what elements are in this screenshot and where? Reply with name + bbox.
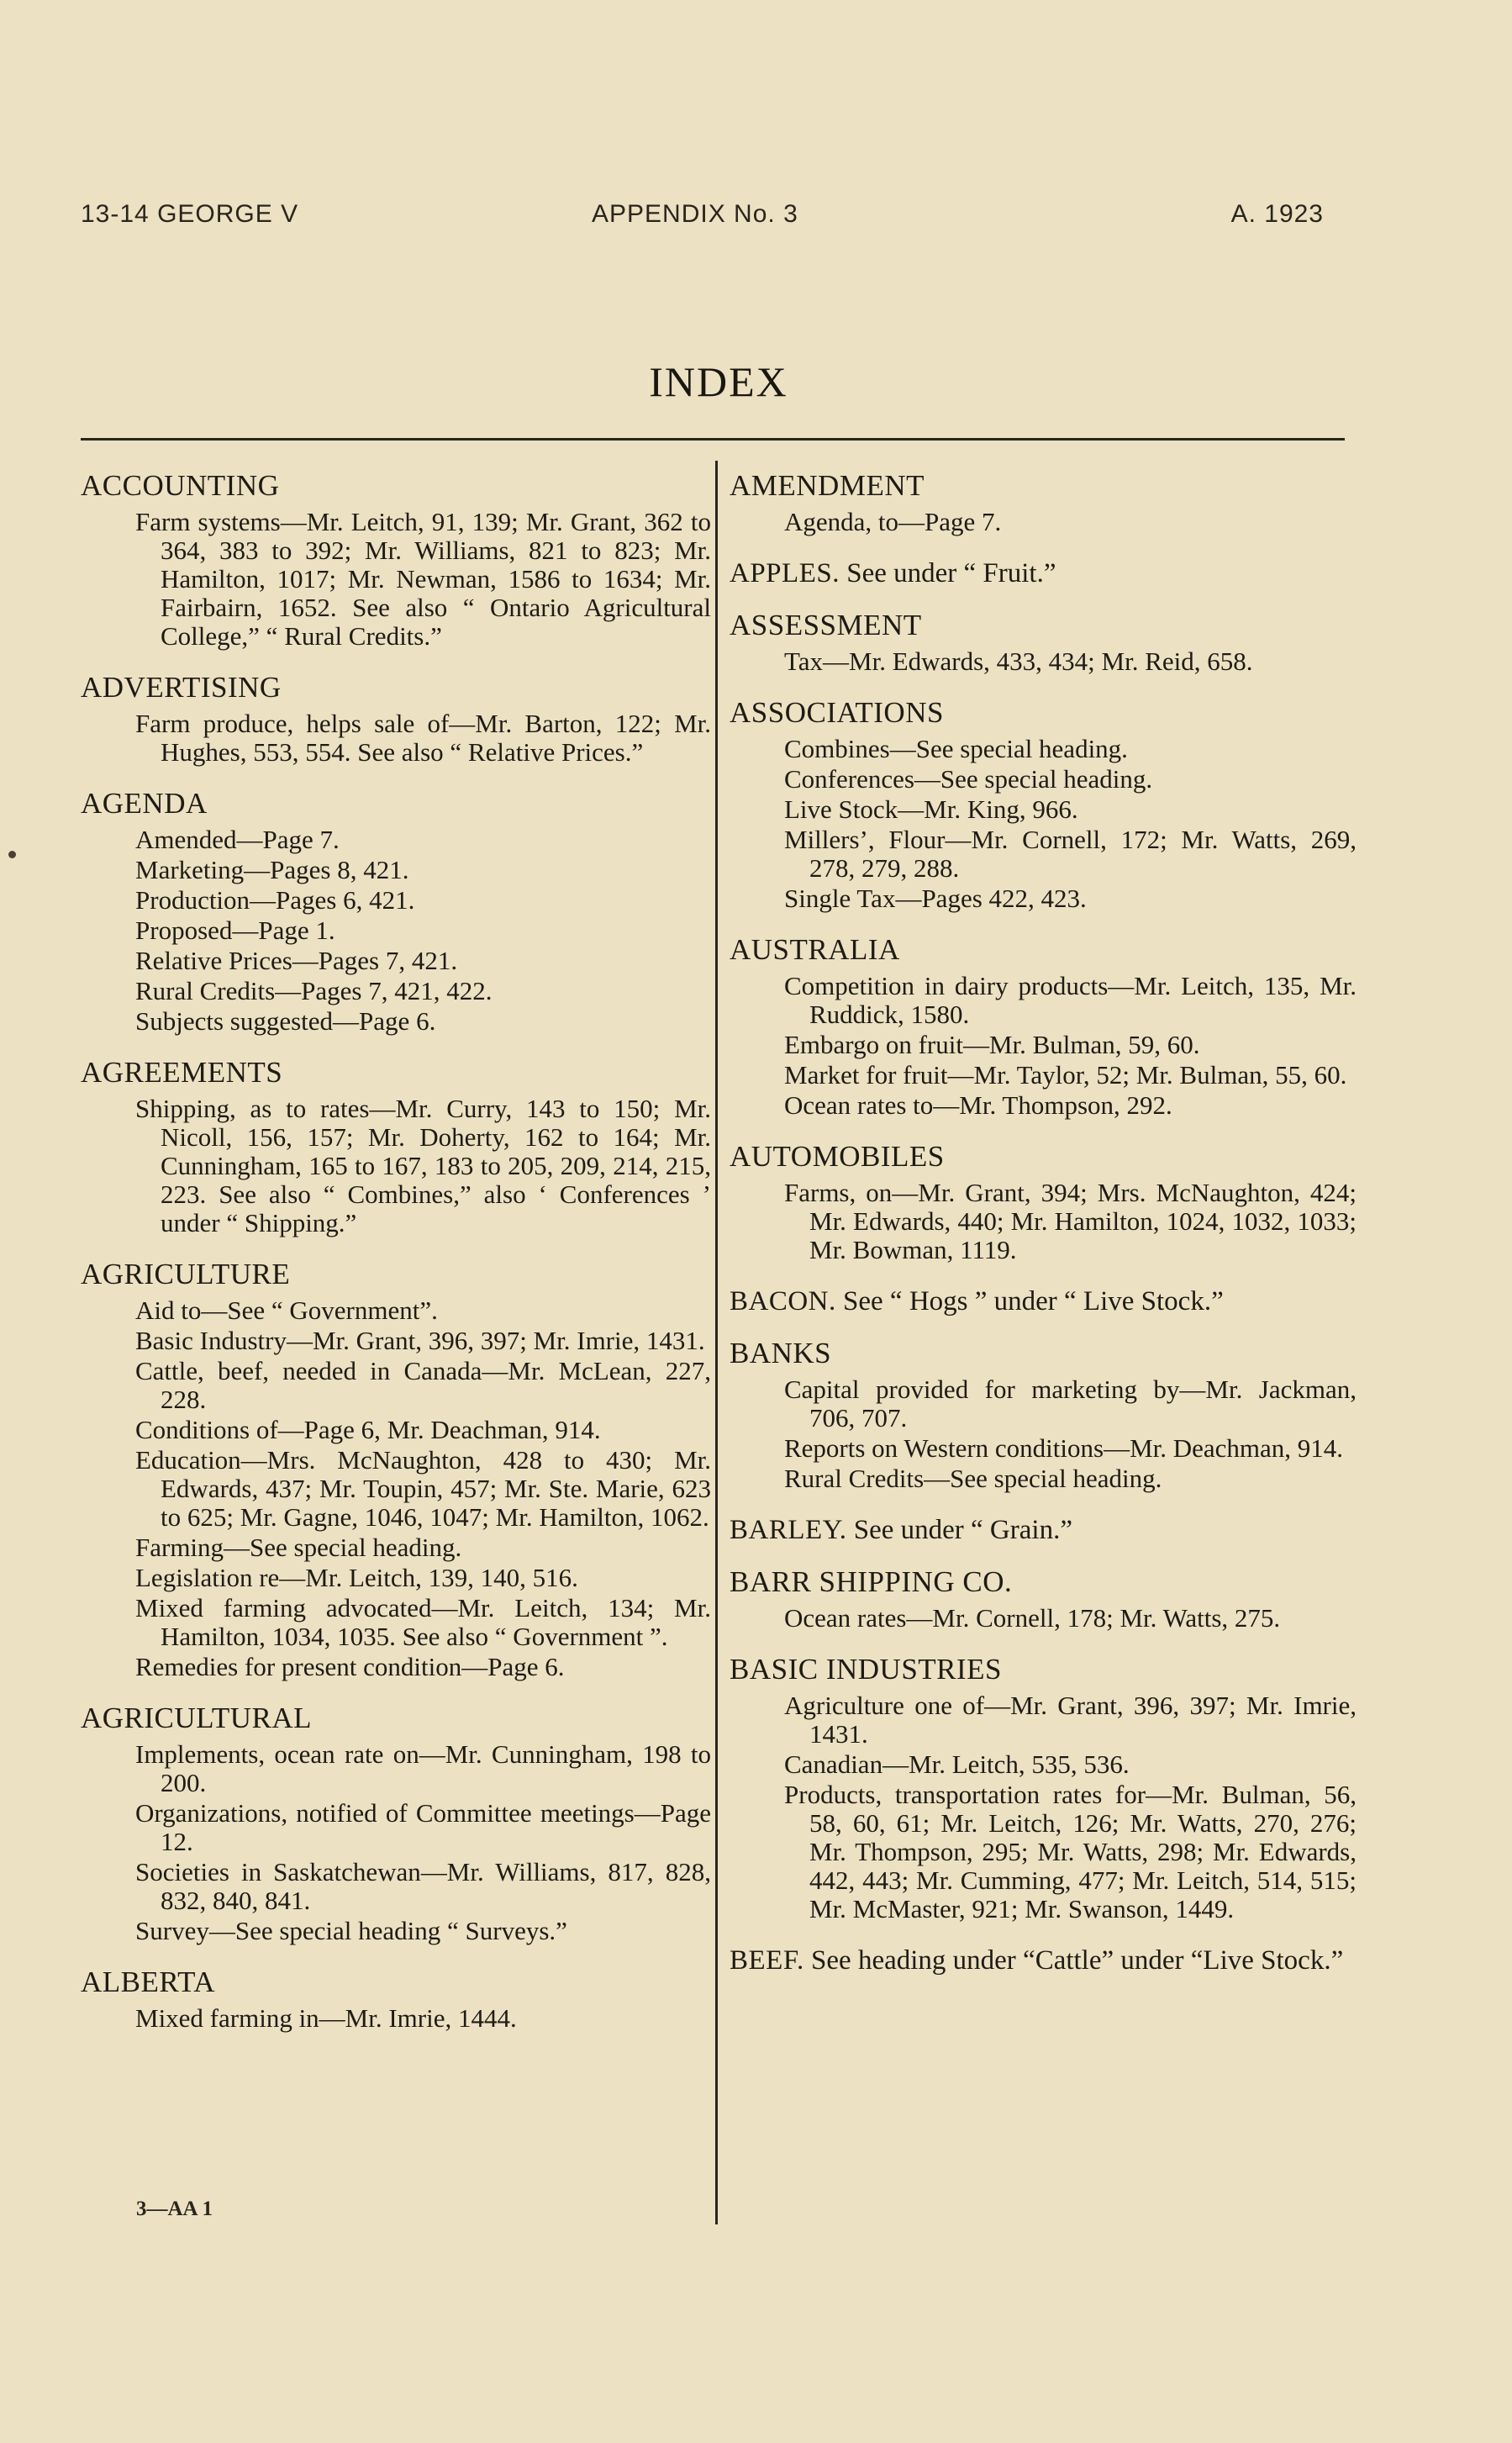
index-entry: Amended—Page 7. — [135, 825, 340, 854]
index-entry: Subjects suggested—Page 6. — [135, 1006, 436, 1036]
index-entry: Mixed farming advocated—Mr. Leitch, 134; Mr. Hamilton, 1034, 1035. See also “ Government ”. — [135, 1593, 711, 1651]
index-heading: AGRICULTURE — [81, 1258, 291, 1290]
index-heading: BACON. — [730, 1286, 836, 1316]
index-entry: Conferences—See special heading. — [784, 764, 1153, 794]
index-entry: Millers’, Flour—Mr. Cornell, 172; Mr. Watts, 269, 278, 279, 288. — [784, 825, 1357, 883]
index-entry: Marketing—Pages 8, 421. — [135, 855, 409, 884]
index-entry: Embargo on fruit—Mr. Bulman, 59, 60. — [784, 1030, 1200, 1059]
index-heading: BARR SHIPPING CO. — [730, 1565, 1013, 1598]
index-entry-list — [730, 508, 1365, 536]
index-entry: Agriculture one of—Mr. Grant, 396, 397; Mr. Imrie, 1431. — [784, 1691, 1357, 1749]
index-entry: Live Stock—Mr. King, 966. — [784, 794, 1078, 824]
footer-signature: 3—AA 1 — [136, 2198, 213, 2220]
index-heading: AUTOMOBILES — [730, 1140, 945, 1173]
index-entry-list — [730, 972, 1365, 1120]
index-entry-list — [730, 1691, 1365, 1923]
cross-reference-text: See “ Hogs ” under “ Live Stock.” — [843, 1286, 1224, 1316]
index-entry-list — [730, 647, 1365, 676]
index-heading: AGRICULTURAL — [81, 1702, 312, 1734]
index-entry: Aid to—See “ Government”. — [135, 1295, 438, 1325]
index-entry: Capital provided for marketing by—Mr. Jackman, 706, 707. — [784, 1375, 1357, 1433]
cross-reference-text: See under “ Fruit.” — [846, 558, 1056, 588]
index-entry: Farms, on—Mr. Grant, 394; Mrs. McNaughton, 424; Mr. Edwards, 440; Mr. Hamilton, 1024, 1032, 1033; Mr. Bowman, 1119. — [784, 1178, 1357, 1264]
index-entry-list — [81, 710, 719, 767]
index-entry: Tax—Mr. Edwards, 433, 434; Mr. Reid, 658. — [784, 646, 1253, 676]
index-entry: Ocean rates to—Mr. Thompson, 292. — [784, 1090, 1172, 1120]
header-right: A. 1923 — [1230, 200, 1324, 228]
index-entry: Agenda, to—Page 7. — [784, 507, 1002, 536]
index-entry: Combines—See special heading. — [784, 734, 1128, 763]
index-entry-list — [730, 1604, 1365, 1633]
index-heading: BEEF. — [730, 1945, 804, 1976]
cross-reference-text: See under “ Grain.” — [853, 1515, 1072, 1545]
index-entry-list — [730, 735, 1365, 913]
index-entry: Competition in dairy products—Mr. Leitch, 135, Mr. Ruddick, 1580. — [784, 971, 1357, 1029]
index-cross-reference — [730, 1945, 1365, 1976]
index-entry: Reports on Western conditions—Mr. Deachman, 914. — [784, 1433, 1344, 1463]
index-entry: Single Tax—Pages 422, 423. — [784, 884, 1087, 913]
index-cross-reference — [730, 1286, 1365, 1316]
index-heading: APPLES. — [730, 558, 840, 588]
index-entry: Conditions of—Page 6, Mr. Deachman, 914. — [135, 1415, 601, 1444]
index-heading: AGREEMENTS — [81, 1056, 283, 1089]
index-heading: AGENDA — [81, 787, 208, 820]
index-entry: Market for fruit—Mr. Taylor, 52; Mr. Bulman, 55, 60. — [784, 1060, 1347, 1090]
left-column — [81, 469, 719, 2033]
index-entry-list — [730, 1179, 1365, 1264]
index-entry: Societies in Saskatchewan—Mr. Williams, 817, 828, 832, 840, 841. — [135, 1857, 711, 1915]
index-entry: Rural Credits—Pages 7, 421, 422. — [135, 976, 493, 1005]
cross-reference-text: See heading under “Cattle” under “Live Stock.” — [811, 1945, 1344, 1976]
index-heading: BANKS — [730, 1337, 832, 1369]
index-entry: Remedies for present condition—Page 6. — [135, 1652, 565, 1681]
index-entry: Farm systems—Mr. Leitch, 91, 139; Mr. Grant, 362 to 364, 383 to 392; Mr. Williams, 821 to 823; Mr. Hamilton, 1017; Mr. Newman, 1586 to 1634; Mr. Fairbairn, 1652. See also “ Ontario Agricultural College,” “ Rural Credits.” — [135, 507, 711, 651]
right-column — [730, 469, 1365, 1976]
page-header — [0, 200, 1512, 234]
index-entry: Mixed farming in—Mr. Imrie, 1444. — [135, 2003, 517, 2033]
index-entry: Shipping, as to rates—Mr. Curry, 143 to 150; Mr. Nicoll, 156, 157; Mr. Doherty, 162 to 164; Mr. Cunningham, 165 to 167, 183 to 205, 209, 214, 215, 223. See also “ Combines,” also ‘ Conferences ’ under “ Shipping.” — [135, 1094, 711, 1237]
index-entry: Basic Industry—Mr. Grant, 396, 397; Mr. Imrie, 1431. — [135, 1326, 705, 1355]
index-entry: Products, transportation rates for—Mr. Bulman, 56, 58, 60, 61; Mr. Leitch, 126; Mr. Watts, 270, 276; Mr. Thompson, 295; Mr. Watts, 298; Mr. Edwards, 442, 443; Mr. Cumming, 477; Mr. Leitch, 514, 515; Mr. McMaster, 921; Mr. Swanson, 1449. — [784, 1780, 1357, 1923]
index-entry: Ocean rates—Mr. Cornell, 178; Mr. Watts, 275. — [784, 1603, 1281, 1633]
index-entry: Canadian—Mr. Leitch, 535, 536. — [784, 1749, 1130, 1779]
index-heading: ADVERTISING — [81, 671, 282, 704]
index-entry: Farm produce, helps sale of—Mr. Barton, 122; Mr. Hughes, 553, 554. See also “ Relative Prices.” — [135, 709, 711, 767]
print-speck — [8, 851, 16, 858]
index-entry-list — [730, 1375, 1365, 1493]
index-entry: Proposed—Page 1. — [135, 915, 335, 945]
index-heading: AMENDMENT — [730, 469, 925, 502]
index-entry: Education—Mrs. McNaughton, 428 to 430; Mr. Edwards, 437; Mr. Toupin, 457; Mr. Ste. Marie, 623 to 625; Mr. Gagne, 1046, 1047; Mr. Hamilton, 1062. — [135, 1445, 711, 1532]
header-center: APPENDIX No. 3 — [592, 200, 798, 228]
index-entry: Organizations, notified of Committee meetings—Page 12. — [135, 1798, 711, 1856]
index-cross-reference — [730, 1515, 1365, 1545]
index-heading: BASIC INDUSTRIES — [730, 1653, 1003, 1686]
index-entry: Rural Credits—See special heading. — [784, 1464, 1162, 1493]
index-entry-list — [81, 1296, 719, 1681]
index-heading: ASSESSMENT — [730, 609, 922, 641]
index-entry: Legislation re—Mr. Leitch, 139, 140, 516. — [135, 1563, 578, 1592]
index-entry: Implements, ocean rate on—Mr. Cunningham, 198 to 200. — [135, 1739, 711, 1797]
index-entry-list — [81, 2004, 719, 2033]
header-left: 13-14 GEORGE V — [81, 200, 299, 228]
page-title: INDEX — [649, 358, 788, 405]
index-heading: ALBERTA — [81, 1965, 215, 1998]
index-heading: ACCOUNTING — [81, 469, 280, 502]
index-entry-list — [81, 1740, 719, 1945]
index-entry: Production—Pages 6, 421. — [135, 885, 415, 915]
index-heading: ASSOCIATIONS — [730, 696, 944, 729]
title-rule — [81, 438, 1345, 441]
index-heading: BARLEY. — [730, 1515, 847, 1545]
index-entry: Cattle, beef, needed in Canada—Mr. McLean, 227, 228. — [135, 1356, 711, 1414]
index-cross-reference — [730, 558, 1365, 588]
index-entry: Farming—See special heading. — [135, 1533, 462, 1562]
index-entry-list — [81, 1095, 719, 1237]
index-entry-list — [81, 508, 719, 651]
index-entry: Survey—See special heading “ Surveys.” — [135, 1916, 567, 1945]
index-entry-list — [81, 826, 719, 1036]
index-entry: Relative Prices—Pages 7, 421. — [135, 946, 458, 975]
index-heading: AUSTRALIA — [730, 933, 900, 966]
